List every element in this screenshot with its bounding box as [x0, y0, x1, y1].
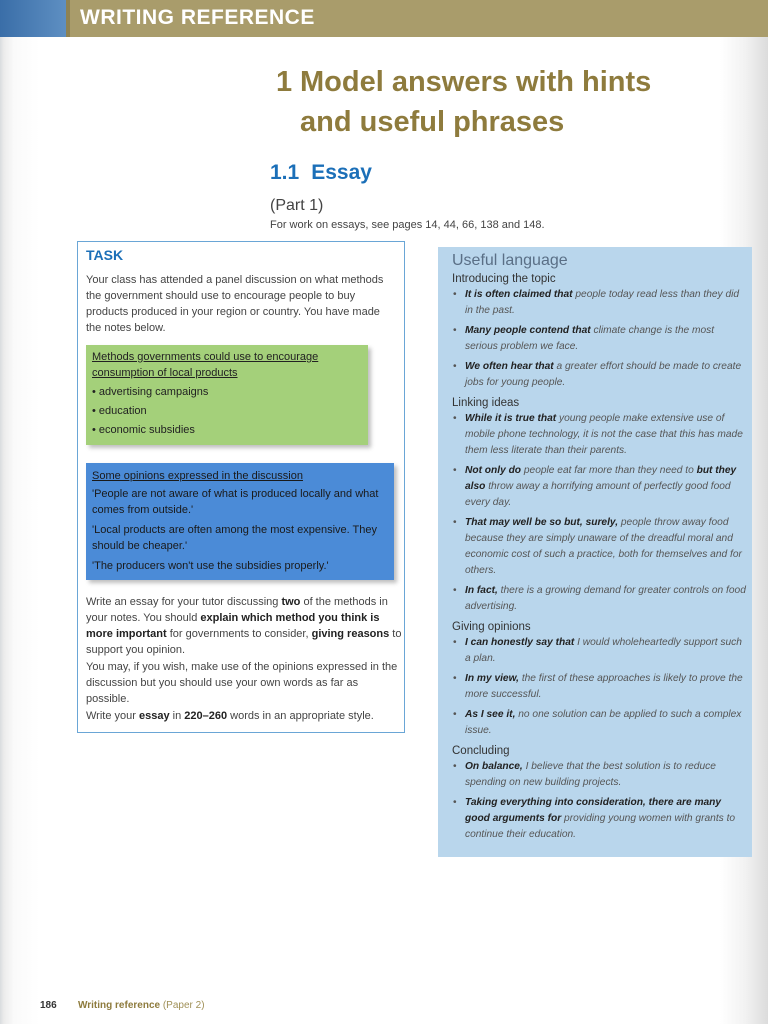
phrase-list	[452, 635, 747, 739]
category-label: Giving opinions	[452, 621, 531, 633]
phrase-item: • While it is true that young people make extensive use of mobile phone technology, it is not the case that this has made them less literate than their parents.	[452, 411, 747, 459]
task-intro: Your class has attended a panel discussion on what methods the government should use to encourage people to buy products produced in your region or country. You have made the notes below.	[86, 274, 384, 334]
task-instructions	[86, 594, 402, 725]
section-part: (Part 1)	[270, 197, 324, 214]
notes-box	[86, 345, 368, 445]
phrase-item: • In fact, there is a growing demand for greater controls on food advertising.	[452, 583, 747, 615]
notes-heading: Methods governments could use to encourage consumption of local products	[92, 351, 319, 379]
phrase-item: • Not only do people eat far more than they need to but they also throw away a horrifying amount of perfectly good food every day.	[452, 463, 747, 511]
phrase-list	[452, 411, 747, 615]
phrase-item: • In my view, the first of these approaches is likely to prove the more successful.	[452, 671, 747, 703]
phrase-list	[452, 287, 747, 391]
notes-item: • advertising campaigns	[92, 383, 362, 402]
phrase-item: • Many people contend that climate change is the most serious problem we face.	[452, 323, 747, 355]
phrase-item: • On balance, I believe that the best solution is to reduce spending on new building projects.	[452, 759, 747, 791]
task-heading: TASK	[86, 247, 124, 263]
footer-label: Writing reference (Paper 2)	[78, 1000, 205, 1011]
useful-language-title: Useful language	[452, 252, 568, 269]
opinions-box	[86, 463, 394, 580]
section-note: For work on essays, see pages 14, 44, 66, 138 and 148.	[270, 219, 545, 231]
opinion-quote: 'Local products are often among the most expensive. They should be cheaper.'	[92, 524, 378, 552]
instruction-paragraph-1: Write an essay for your tutor discussing two of the methods in your notes. You should explain which method you think is more important for governments to consider, giving reasons to support you opinion.	[86, 596, 402, 656]
category-label: Concluding	[452, 745, 510, 757]
phrase-item: • I can honestly say that I would wholeheartedly support such a plan.	[452, 635, 747, 667]
category-label: Linking ideas	[452, 397, 520, 409]
footer-sub: (Paper 2)	[162, 1000, 205, 1011]
opinions-heading: Some opinions expressed in the discussion	[92, 470, 303, 482]
section-name: Essay	[311, 161, 372, 184]
title-line-2: and useful phrases	[300, 106, 565, 138]
notes-item: • education	[92, 402, 362, 421]
phrase-item: • Taking everything into consideration, there are many good arguments for providing young women with grants to continue their education.	[452, 795, 747, 843]
notes-item: • economic subsidies	[92, 421, 362, 440]
phrase-list	[452, 759, 747, 843]
phrase-item: • As I see it, no one solution can be applied to such a complex issue.	[452, 707, 747, 739]
notes-list	[92, 383, 362, 440]
section-title	[270, 161, 372, 185]
phrase-item: • We often hear that a greater effort should be made to create jobs for young people.	[452, 359, 747, 391]
title-number: 1	[276, 66, 293, 98]
opinion-quote: 'The producers won't use the subsidies properly.'	[92, 560, 329, 572]
instruction-paragraph-2: You may, if you wish, make use of the opinions expressed in the discussion but you should use your own words as far as possible.	[86, 661, 398, 705]
header-title: WRITING REFERENCE	[80, 6, 315, 29]
title-line-1: Model answers with hints	[300, 66, 652, 98]
phrase-item: • That may well be so but, surely, people throw away food because they are simply unaware of the dreadful moral and economic cost of such a practice, both for themselves and for others.	[452, 515, 747, 579]
phrase-item: • It is often claimed that people today read less than they did in the past.	[452, 287, 747, 319]
opinion-quote: 'People are not aware of what is produced locally and what comes from outside.'	[92, 488, 379, 516]
useful-language	[452, 253, 747, 847]
tab-strip	[0, 0, 66, 37]
page-title	[276, 62, 746, 142]
section-number: 1.1	[270, 161, 300, 184]
header-accent	[66, 0, 70, 37]
page-number: 186	[40, 1000, 57, 1011]
category-label: Introducing the topic	[452, 273, 556, 285]
instruction-paragraph-3: Write your essay in 220–260 words in an appropriate style.	[86, 710, 374, 722]
